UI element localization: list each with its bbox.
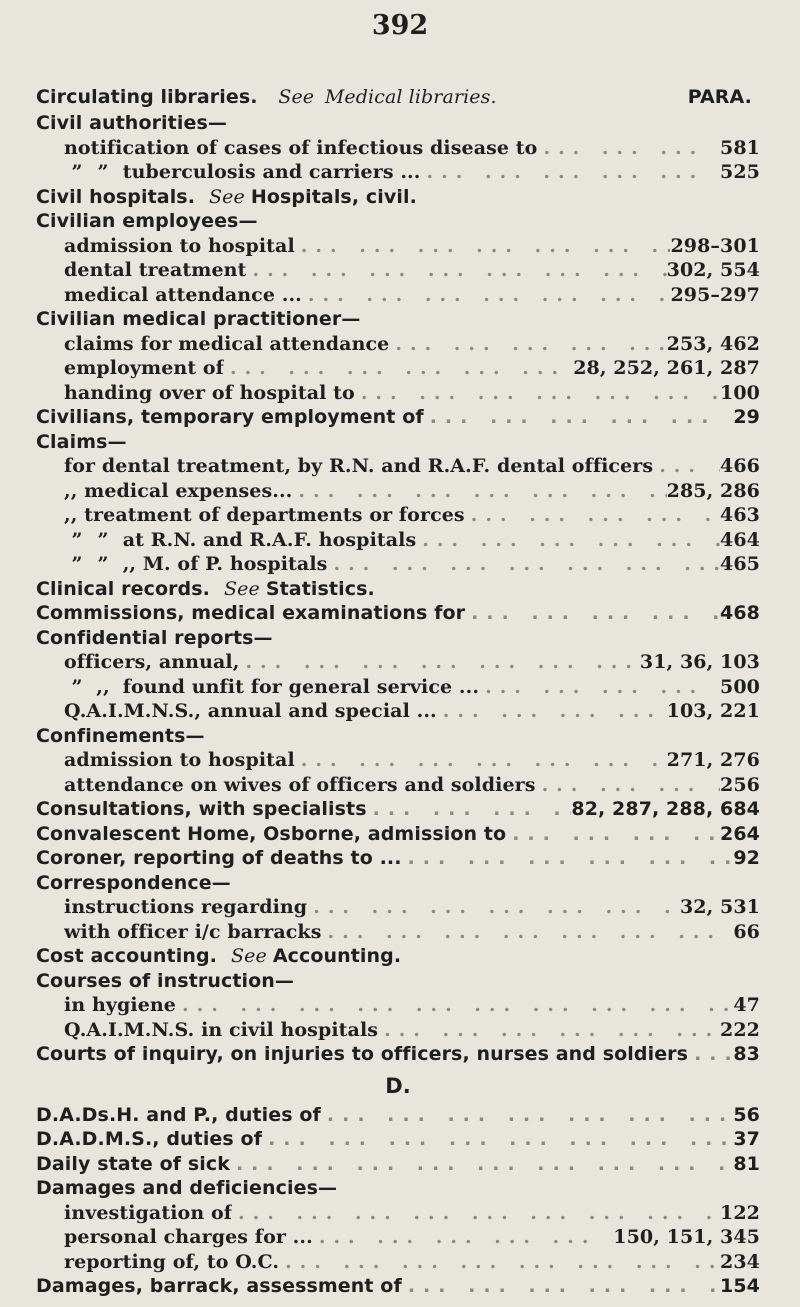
entry: Damages, barrack, assessment of ... . 154 bbox=[36, 1275, 760, 1300]
entry-cross-reference: Civil hospitals. See Hospitals, civil. bbox=[36, 185, 417, 208]
section-letter-d: D. bbox=[385, 1073, 411, 1098]
index-list bbox=[36, 86, 760, 1300]
entry: ” ” at R.N. and R.A.F. hospitals ... . 464 bbox=[36, 529, 760, 554]
entry: handing over of hospital to ... . 100 bbox=[36, 382, 760, 407]
entry: dental treatment ... . 302, 554 bbox=[36, 259, 760, 284]
entry: Coroner, reporting of deaths to ... ... . 92 bbox=[36, 847, 760, 872]
entry-heading: Claims— bbox=[36, 430, 127, 453]
entry: instructions regarding ... . 32, 531 bbox=[36, 896, 760, 921]
entry: ” ,, found unfit for general service ... ... . 500 bbox=[36, 676, 760, 701]
page-refs: 253, 462 bbox=[666, 332, 760, 355]
entry: with officer i/c barracks ... . 66 bbox=[36, 921, 760, 946]
page-refs: 465 bbox=[720, 553, 760, 575]
see-word: See bbox=[278, 86, 315, 108]
page-refs: 66 bbox=[733, 920, 760, 943]
page-refs: 37 bbox=[733, 1128, 760, 1150]
entry: reporting of, to O.C. ... . 234 bbox=[36, 1251, 760, 1276]
page-refs: 31, 36, 103 bbox=[639, 651, 760, 673]
entry: claims for medical attendance ... . 253, 462 bbox=[36, 333, 760, 358]
page-refs: 463 bbox=[720, 504, 760, 526]
page-refs: 256 bbox=[720, 773, 760, 796]
page-refs: 100 bbox=[720, 381, 760, 404]
page-refs: 32, 531 bbox=[679, 896, 760, 918]
page-refs: 56 bbox=[733, 1103, 760, 1126]
page-refs: 525 bbox=[720, 161, 760, 183]
page-number: 392 bbox=[371, 10, 429, 41]
page-refs: 122 bbox=[720, 1201, 760, 1224]
page-refs: 222 bbox=[720, 1018, 760, 1041]
page-refs: 154 bbox=[720, 1275, 760, 1297]
page-refs: 298–301 bbox=[670, 234, 760, 257]
entry: for dental treatment, by R.N. and R.A.F. dental officers ... . 466 bbox=[36, 455, 760, 480]
entry-heading: Civil authorities— bbox=[36, 112, 227, 134]
entry: employment of ... . 28, 252, 261, 287 bbox=[36, 357, 760, 382]
entry: D.A.D.M.S., duties of ... . 37 bbox=[36, 1128, 760, 1153]
page-refs: 581 bbox=[720, 136, 760, 159]
header-term: Circulating libraries. bbox=[36, 86, 258, 108]
entry: Consultations, with specialists ... . 82, 287, 288, 684 bbox=[36, 798, 760, 823]
entry: Civilians, temporary employment of ... . 29 bbox=[36, 406, 760, 431]
entry: in hygiene ... . 47 bbox=[36, 994, 760, 1019]
page-refs: 150, 151, 345 bbox=[613, 1226, 760, 1248]
entry: investigation of ... . 122 bbox=[36, 1202, 760, 1227]
cross-reference-header bbox=[36, 86, 760, 112]
entry: Courts of inquiry, on injuries to officers, nurses and soldiers ... . 83 bbox=[36, 1043, 760, 1068]
entry: Convalescent Home, Osborne, admission to ... . 264 bbox=[36, 823, 760, 848]
page-refs: 464 bbox=[720, 528, 760, 551]
entry: ,, treatment of departments or forces ... . 463 bbox=[36, 504, 760, 529]
page-refs: 81 bbox=[733, 1152, 760, 1175]
entry: ,, medical expenses... ... . 285, 286 bbox=[36, 480, 760, 505]
para-column-header: PARA. bbox=[687, 86, 752, 108]
page-refs: 466 bbox=[720, 455, 760, 477]
entry: D.A.Ds.H. and P., duties of ... . 56 bbox=[36, 1104, 760, 1129]
entry-cross-reference: Clinical records. See Statistics. bbox=[36, 577, 375, 600]
page-refs: 302, 554 bbox=[666, 259, 760, 281]
page-refs: 82, 287, 288, 684 bbox=[571, 798, 760, 820]
page-refs: 271, 276 bbox=[666, 749, 760, 771]
entry-heading: Damages and deficiencies— bbox=[36, 1177, 338, 1199]
page-refs: 103, 221 bbox=[666, 700, 760, 722]
entry: notification of cases of infectious disease to ... . 581 bbox=[36, 137, 760, 162]
entry: ” ” ,, M. of P. hospitals ... . 465 bbox=[36, 553, 760, 578]
entry: ” ” tuberculosis and carriers ... ... . 525 bbox=[36, 161, 760, 186]
entry: officers, annual, ... . 31, 36, 103 bbox=[36, 651, 760, 676]
entry: Daily state of sick ... . 81 bbox=[36, 1153, 760, 1178]
page-refs: 500 bbox=[720, 675, 760, 698]
entry-heading: Courses of instruction— bbox=[36, 969, 295, 992]
page-refs: 285, 286 bbox=[666, 479, 760, 502]
entry-cross-reference: Cost accounting. See Accounting. bbox=[36, 945, 402, 967]
page-refs: 295–297 bbox=[670, 283, 760, 306]
page-refs: 234 bbox=[720, 1250, 760, 1273]
entry: Q.A.I.M.N.S., annual and special ... ... . 103, 221 bbox=[36, 700, 760, 725]
page-refs: 28, 252, 261, 287 bbox=[573, 357, 760, 379]
page-refs: 83 bbox=[733, 1043, 760, 1065]
page-refs: 47 bbox=[733, 994, 760, 1016]
entry-heading: Confinements— bbox=[36, 724, 205, 747]
entry: admission to hospital ... . 271, 276 bbox=[36, 749, 760, 774]
entry-heading: Civilian employees— bbox=[36, 210, 258, 232]
entry-heading: Civilian medical practitioner— bbox=[36, 308, 361, 330]
page-refs: 92 bbox=[733, 847, 760, 869]
page-refs: 29 bbox=[733, 406, 760, 428]
entry: medical attendance ... ... . 295–297 bbox=[36, 284, 760, 309]
entry: attendance on wives of officers and soldiers ... . 256 bbox=[36, 774, 760, 799]
see-target: Medical libraries. bbox=[324, 86, 497, 108]
entry: personal charges for ... ... . 150, 151, 345 bbox=[36, 1226, 760, 1251]
entry-heading: Correspondence— bbox=[36, 871, 231, 894]
page-refs: 468 bbox=[720, 602, 760, 624]
page-refs: 264 bbox=[720, 822, 760, 845]
entry-heading: Confidential reports— bbox=[36, 626, 273, 649]
entry: admission to hospital ... . 298–301 bbox=[36, 235, 760, 260]
entry: Q.A.I.M.N.S. in civil hospitals ... . 222 bbox=[36, 1019, 760, 1044]
entry: Commissions, medical examinations for ... . 468 bbox=[36, 602, 760, 627]
